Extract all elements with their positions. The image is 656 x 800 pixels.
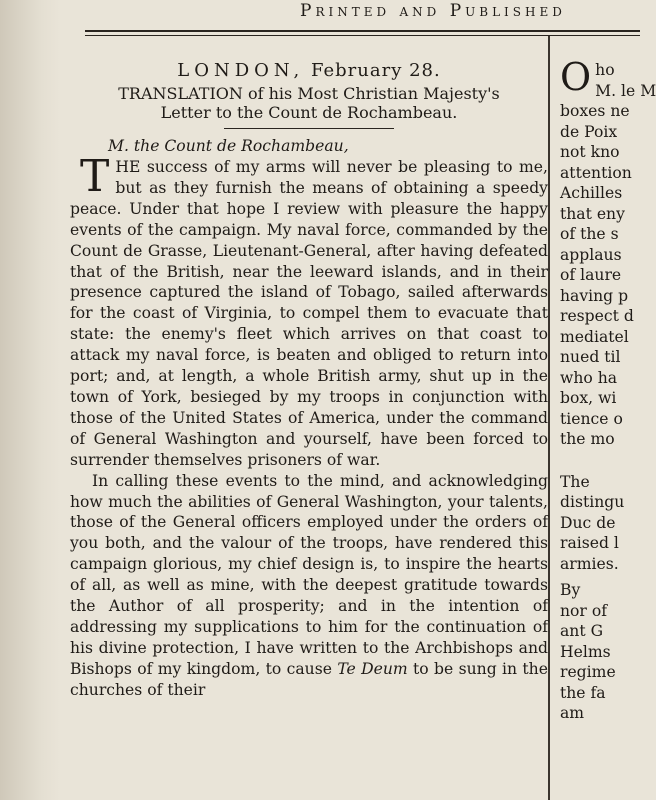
headline-line-1: TRANSLATION of his Most Christian Majesty's: [118, 84, 500, 103]
article-headline: [70, 84, 548, 122]
right-column-block-2: [560, 472, 640, 575]
right-column-line: Helms: [560, 642, 611, 661]
right-column-line: respect d: [560, 307, 634, 325]
right-column-block-3: [560, 580, 640, 724]
right-column-line: the fa: [560, 683, 606, 702]
right-column-line: ant G: [560, 622, 604, 640]
page-fold-shadow: [0, 0, 60, 800]
right-column-line: Duc de: [560, 513, 616, 532]
right-column-line: Achilles: [560, 184, 623, 202]
right-column-line: tience o: [560, 409, 623, 428]
right-column-line: nor of: [560, 601, 608, 620]
right-column-line: not kno: [560, 143, 620, 161]
right-column: [560, 55, 656, 800]
right-column-line: ho: [595, 61, 615, 79]
column-rule: [548, 36, 550, 800]
right-column-line: applaus: [560, 245, 622, 264]
right-column-block-1: [560, 55, 656, 450]
right-column-line: The: [560, 472, 590, 491]
masthead-rule-thin: [85, 35, 640, 36]
right-column-line: M. le M: [595, 81, 656, 100]
masthead: Printed and Published: [300, 1, 566, 21]
dateline-place: LONDON,: [177, 60, 305, 81]
right-column-line: armies.: [560, 554, 619, 573]
right-column-line: regime: [560, 663, 616, 681]
paragraph-2: [70, 471, 548, 701]
paragraph-2-end: to be sung in the churches of their: [70, 659, 548, 699]
right-column-line: box, wi: [560, 389, 617, 407]
dateline-date: February 28.: [310, 60, 441, 81]
right-column-line: de Poix: [560, 122, 618, 141]
headline-line-2: Letter to the Count de Rochambeau.: [160, 103, 458, 122]
right-column-line: who ha: [560, 368, 618, 387]
right-column-line: nued til: [560, 348, 621, 366]
te-deum: Te Deum: [337, 659, 408, 678]
paragraph-2-text: In calling these events to the mind, and acknowledging how much the abilities of General Washington, your talents, those of the General officers employed under the orders of you both, and the valour of the troops, have rendered this campaign glorious, my chief design is, to inspire the hearts of all, as well as mine, with the deepest gratitude towards the Author of all prosperity; and in the intention of addressing my supplications to him for the continuation of his divine protection, I have written to the Archbishops and Bishops of my kingdom, to cause: [70, 471, 548, 678]
dateline: [70, 60, 548, 82]
right-column-line: attention: [560, 163, 632, 182]
right-column-line: having p: [560, 286, 629, 305]
right-column-line: raised l: [560, 534, 619, 552]
right-column-line: am: [560, 704, 585, 722]
right-column-line: the mo: [560, 430, 615, 448]
right-drop-cap: O: [560, 55, 592, 99]
headline-rule: [224, 128, 394, 129]
paragraph-1-text: HE success of my arms will never be pleasing to me, but as they furnish the means of obtaining a speedy peace. Under that hope I review with pleasure the happy events of the campaign. My naval force, commanded by the Count de Grasse, Lieutenant-General, after having defeated that of the British, near the leeward islands, and in their presence captured the island of Tobago, sailed afterwards for the coast of Virginia, to compel them to evacuate that state: the enemy's fleet which arrives on that coast to attack my naval force, is beaten and obliged to return into port; and, at length, a whole British army, shut up in the town of York, besieged by my troops in conjunction with those of the United States of America, under the command of General Washington and yourself, have been forced to surrender themselves prisoners of war.: [70, 158, 548, 469]
paragraph-1: [70, 151, 548, 471]
right-column-line: distingu: [560, 493, 625, 511]
right-column-line: of the s: [560, 225, 619, 243]
salutation: M. the Count de Rochambeau,: [108, 137, 349, 155]
main-column: [70, 60, 548, 800]
drop-cap: T: [80, 151, 110, 202]
right-column-line: that eny: [560, 204, 625, 223]
right-column-line: By: [560, 581, 581, 599]
masthead-rule: [85, 30, 640, 32]
right-column-line: boxes ne: [560, 102, 630, 120]
right-column-line: of laure: [560, 266, 622, 284]
right-column-line: mediatel: [560, 327, 629, 346]
